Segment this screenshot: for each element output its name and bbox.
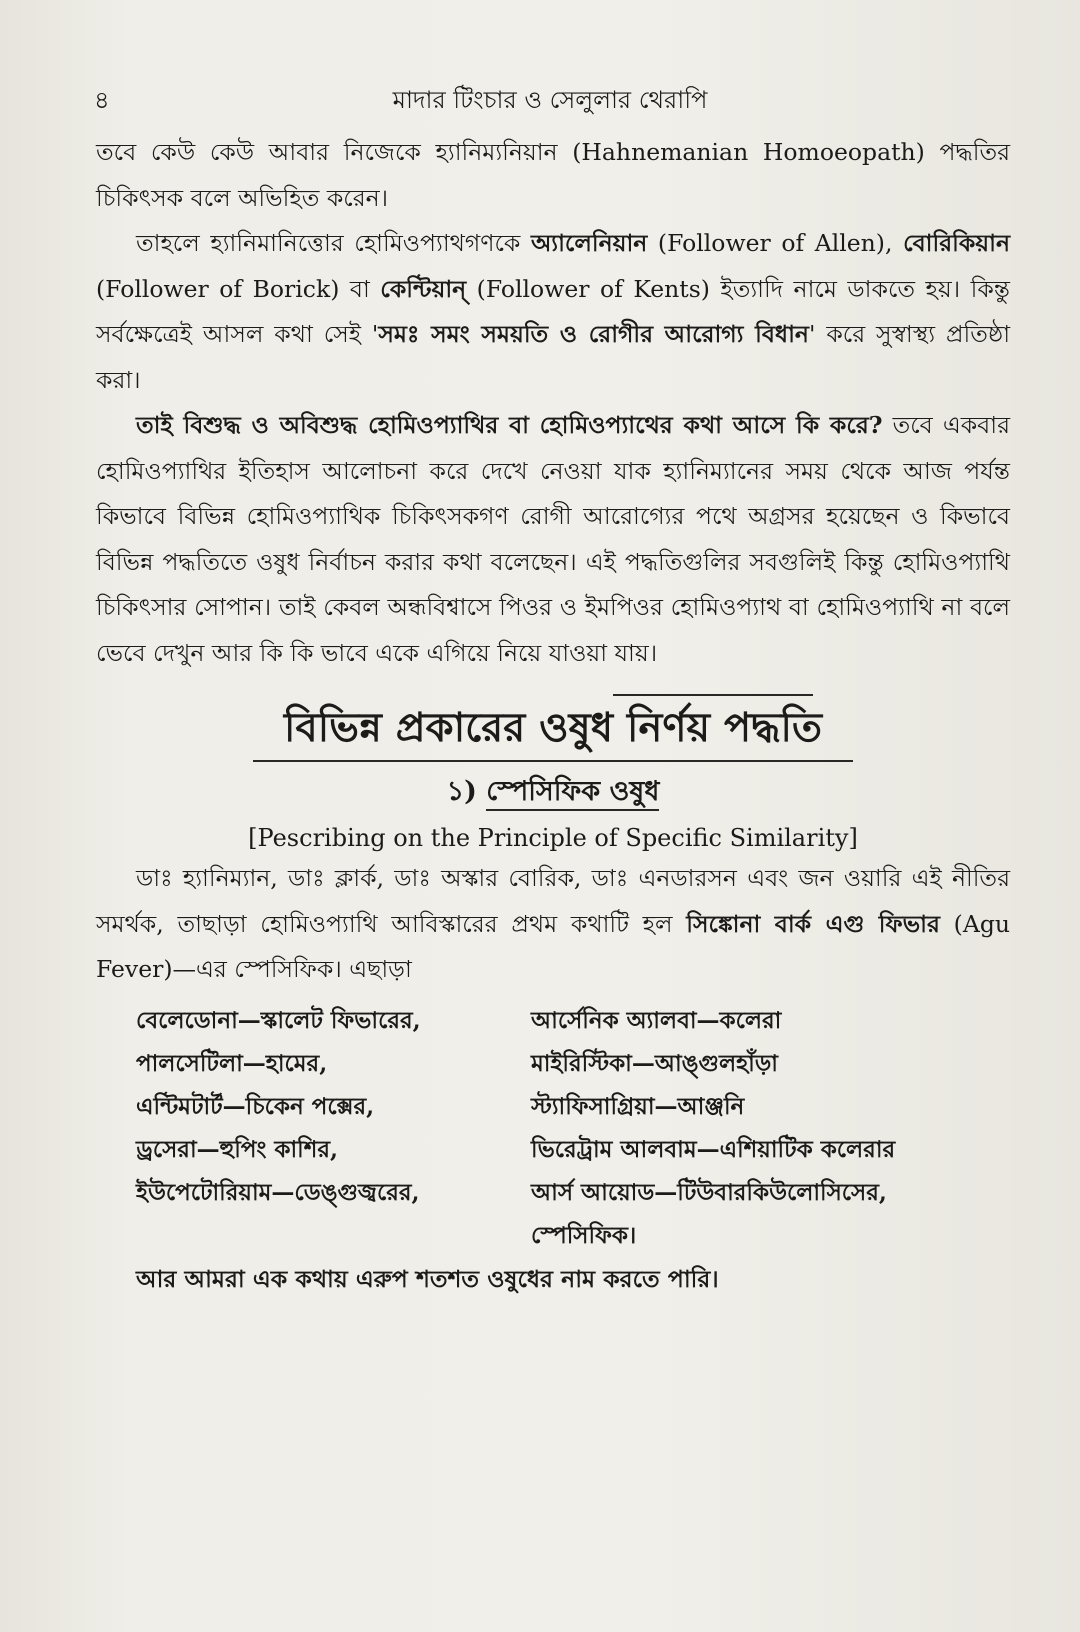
p4-bold-cinchona: সিঙ্কোনা বার্ক এগু ফিভার	[686, 909, 940, 938]
remedy-item: আর্সেনিক অ্যালবা—কলেরা	[531, 1006, 782, 1034]
p2-text-a: তাহলে হ্যানিমানিত্তোর হোমিওপ্যাথগণকে	[136, 229, 531, 257]
p4-text-c: (Agu Fever)—এর স্পেসিফিক। এছাড়া	[96, 909, 1010, 983]
p3-text: তবে একবার হোমিওপ্যাথির ইতিহাস আলোচনা করে দেখে নেওয়া যাক হ্যানিম্যানের সময় থেকে আজ পর্যন্ত কিভাবে বিভিন্ন হোমিওপ্যাথিক চিকিৎসকগণ রোগী আরোগ্যের পথে অগ্রসর হয়েছেন ও কিভাবে বিভিন্ন পদ্ধতিতে ওষুধ নির্বাচন করার কথা বলেছেন। এই পদ্ধতিগুলির সবগুলিই কিন্তু হোমিওপ্যাথি চিকিৎসার সোপান। তাই কেবল অন্ধবিশ্বাসে পিওর ও ইমপিওর হোমিওপ্যাথ বা হোমিওপ্যাথি না বলে ভেবে দেখুন আর কি কি ভাবে একে এগিয়ে নিয়ে যাওয়া যায়।	[96, 411, 1010, 667]
heading-rule-top	[613, 694, 813, 696]
remedy-column-left	[136, 999, 531, 1257]
subsection-number: ১)	[446, 776, 477, 807]
remedy-item: ভিরেট্রাম আলবাম—এশিয়াটিক কলেরার	[531, 1135, 896, 1163]
p3-bold-question: তাই বিশুদ্ধ ও অবিশুদ্ধ হোমিওপ্যাথির বা হোমিওপ্যাথের কথা আসে কি করে?	[136, 411, 883, 439]
remedy-item: পালসেটিলা—হামের,	[136, 1049, 328, 1077]
section-heading	[96, 694, 1010, 762]
page-content	[96, 130, 1010, 1302]
p2-text-e: (Follower of Borick) বা	[96, 274, 381, 303]
remedy-item: স্পেসিফিক।	[531, 1221, 637, 1249]
remedy-item: এন্টিমটার্ট—চিকেন পক্সের,	[136, 1092, 375, 1120]
term-kentian: কেন্টিয়ান্	[380, 274, 467, 303]
paragraph-3	[96, 403, 1010, 676]
remedy-item: ইউপেটোরিয়াম—ডেঙ্গুজ্বরের,	[136, 1178, 420, 1206]
paragraph-2	[96, 221, 1010, 403]
paragraph-1	[96, 130, 1010, 221]
remedy-column-right	[531, 999, 1001, 1257]
heading-rule-bottom	[253, 760, 853, 762]
subsection-title	[96, 772, 1010, 812]
paragraph-4	[96, 856, 1010, 993]
term-allenian: অ্যালেনিয়ান	[530, 229, 648, 257]
p2-text-g: (Follower of Kents) ইত্যাদি নামে ডাকতে হয়। কিন্তু সর্বক্ষেত্রেই আসল কথা সেই '	[96, 274, 1010, 348]
term-similia: সমঃ সমং সময়তি ও রোগীর আরোগ্য বিধান	[378, 320, 809, 348]
final-line: আর আমরা এক কথায় এরুপ শতশত ওষুধের নাম করতে পারি।	[136, 1264, 719, 1293]
remedy-list	[136, 999, 1010, 1257]
subsection-english: [Pescribing on the Principle of Specific Similarity]	[248, 824, 858, 852]
p4-text-a: ডাঃ হ্যানিম্যান, ডাঃ ক্লার্ক, ডাঃ অস্কার বোরিক, ডাঃ এনডারসন এবং জন ওয়ারি এই নীতির সমর্থক, তাছাড়া হোমিওপ্যাথি আবিস্কারের প্রথম কথাটি হল	[96, 864, 1010, 938]
running-title: মাদার টিংচার ও সেলুলার থেরাপি	[392, 86, 708, 114]
section-title: বিভিন্ন প্রকারের ওষুধ নির্ণয় পদ্ধতি	[284, 704, 822, 751]
remedy-item: স্ট্যাফিসাগ্রিয়া—আঞ্জনি	[531, 1092, 745, 1120]
subsection-label: স্পেসিফিক ওষুধ	[486, 776, 659, 811]
remedy-item: ড্রসেরা—হুপিং কাশির,	[136, 1135, 339, 1163]
paragraph-1-text: তবে কেউ কেউ আবার নিজেকে হ্যানিম্যনিয়ান (Hahnemanian Homoeopath) পদ্ধতির চিকিৎসক বলে অভিহিত করেন।	[96, 138, 1010, 212]
p2-text-i: ' করে সুস্বাস্থ্য প্রতিষ্ঠা করা।	[96, 320, 1011, 394]
remedy-item: মাইরিস্টিকা—আঙ্গুলহাঁড়া	[531, 1049, 778, 1077]
p2-text-c: (Follower of Allen),	[647, 229, 904, 257]
page-number: ৪	[94, 86, 110, 114]
page-header	[90, 82, 1010, 122]
remedy-item: আর্স আয়োড—টিউবারকিউলোসিসের,	[531, 1178, 887, 1206]
remedy-item: বেলেডোনা—স্কালেট ফিভারের,	[136, 1006, 421, 1034]
term-borickian: বোরিকিয়ান	[903, 229, 1010, 257]
